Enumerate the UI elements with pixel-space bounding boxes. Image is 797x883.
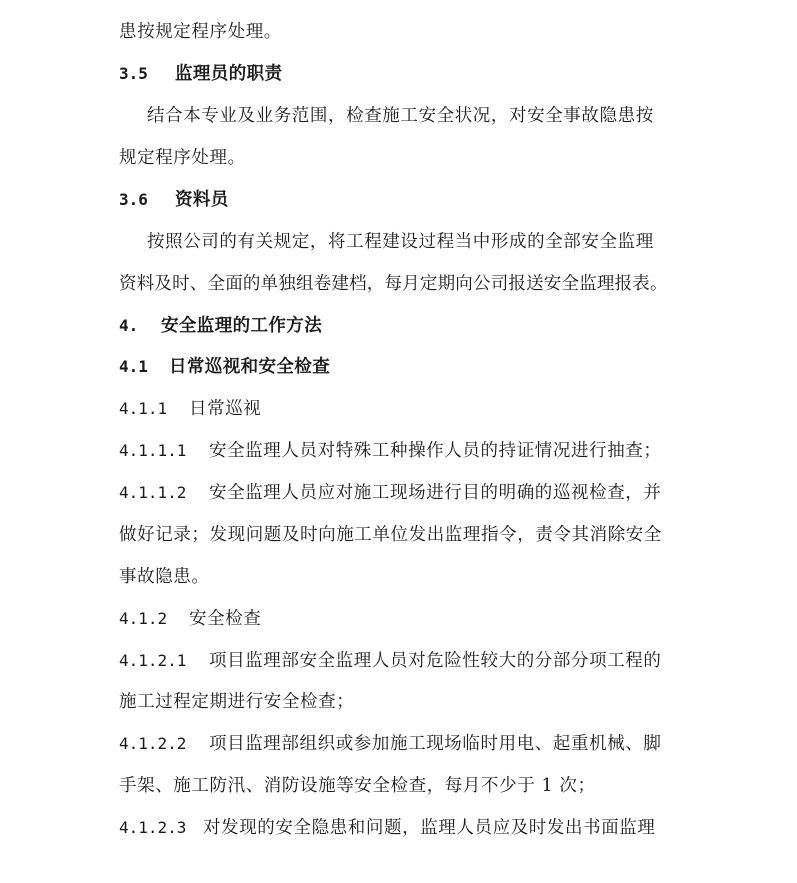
clause-number: 4.1.2.3 <box>119 818 187 837</box>
clause-text: 安全监理人员应对施工现场进行目的明确的巡视检查，并 <box>209 483 662 503</box>
paragraph-line <box>119 20 282 44</box>
section-title: 安全检查 <box>189 609 262 629</box>
section-number: 4.1 <box>119 357 148 376</box>
line-text: 资料及时、全面的单独组卷建档，每月定期向公司报送安全监理报表。 <box>119 274 668 294</box>
section-title: 日常巡视 <box>189 399 262 419</box>
clause-4-1-2-2 <box>119 732 662 756</box>
section-number: 4.1.1 <box>119 399 168 418</box>
section-number: 4. <box>119 316 139 335</box>
paragraph-line <box>119 146 246 170</box>
paragraph-line <box>119 272 668 296</box>
section-heading-3-6 <box>119 188 229 212</box>
clause-text: 项目监理部组织或参加施工现场临时用电、起重机械、脚 <box>209 734 662 754</box>
subsection-heading-4-1-1 <box>119 397 261 421</box>
clause-4-1-1-1 <box>119 439 662 463</box>
line-text: 做好记录；发现问题及时向施工单位发出监理指令，责令其消除安全 <box>119 525 662 545</box>
section-number: 3.6 <box>119 190 148 209</box>
paragraph-line <box>147 104 654 128</box>
clause-text: 安全监理人员对特殊工种操作人员的持证情况进行抽查； <box>209 441 662 461</box>
subsection-heading-4-1-2 <box>119 607 261 631</box>
clause-number: 4.1.2.1 <box>119 651 187 670</box>
section-title: 日常巡视和安全检查 <box>169 357 331 377</box>
section-number: 4.1.2 <box>119 609 168 628</box>
paragraph-line <box>147 230 654 254</box>
section-heading-3-5 <box>119 62 282 86</box>
line-text: 结合本专业及业务范围，检查施工安全状况，对安全事故隐患按 <box>147 106 654 126</box>
paragraph-line <box>119 774 596 798</box>
line-text: 规定程序处理。 <box>119 148 246 168</box>
clause-number: 4.1.2.2 <box>119 734 187 753</box>
line-text: 事故隐患。 <box>119 567 210 587</box>
line-text: 手架、施工防汛、消防设施等安全检查，每月不少于 1 次； <box>119 776 596 796</box>
clause-number: 4.1.1.2 <box>119 483 187 502</box>
clause-4-1-1-2 <box>119 481 662 505</box>
clause-text: 项目监理部安全监理人员对危险性较大的分部分项工程的 <box>209 651 662 671</box>
section-heading-4-1 <box>119 355 330 379</box>
clause-4-1-2-1 <box>119 649 662 673</box>
section-title: 安全监理的工作方法 <box>161 316 323 336</box>
clause-4-1-2-3 <box>119 816 656 840</box>
paragraph-line <box>119 690 354 714</box>
section-heading-4 <box>119 314 322 338</box>
paragraph-line <box>119 523 662 547</box>
section-number: 3.5 <box>119 64 148 83</box>
clause-number: 4.1.1.1 <box>119 441 187 460</box>
paragraph-line <box>119 565 210 589</box>
clause-text: 对发现的安全隐患和问题，监理人员应及时发出书面监理 <box>203 818 656 838</box>
line-text: 施工过程定期进行安全检查； <box>119 692 355 712</box>
section-title: 监理员的职责 <box>175 64 283 84</box>
line-text: 按照公司的有关规定，将工程建设过程当中形成的全部安全监理 <box>147 232 654 252</box>
section-title: 资料员 <box>175 190 229 210</box>
line-text: 患按规定程序处理。 <box>119 22 282 42</box>
